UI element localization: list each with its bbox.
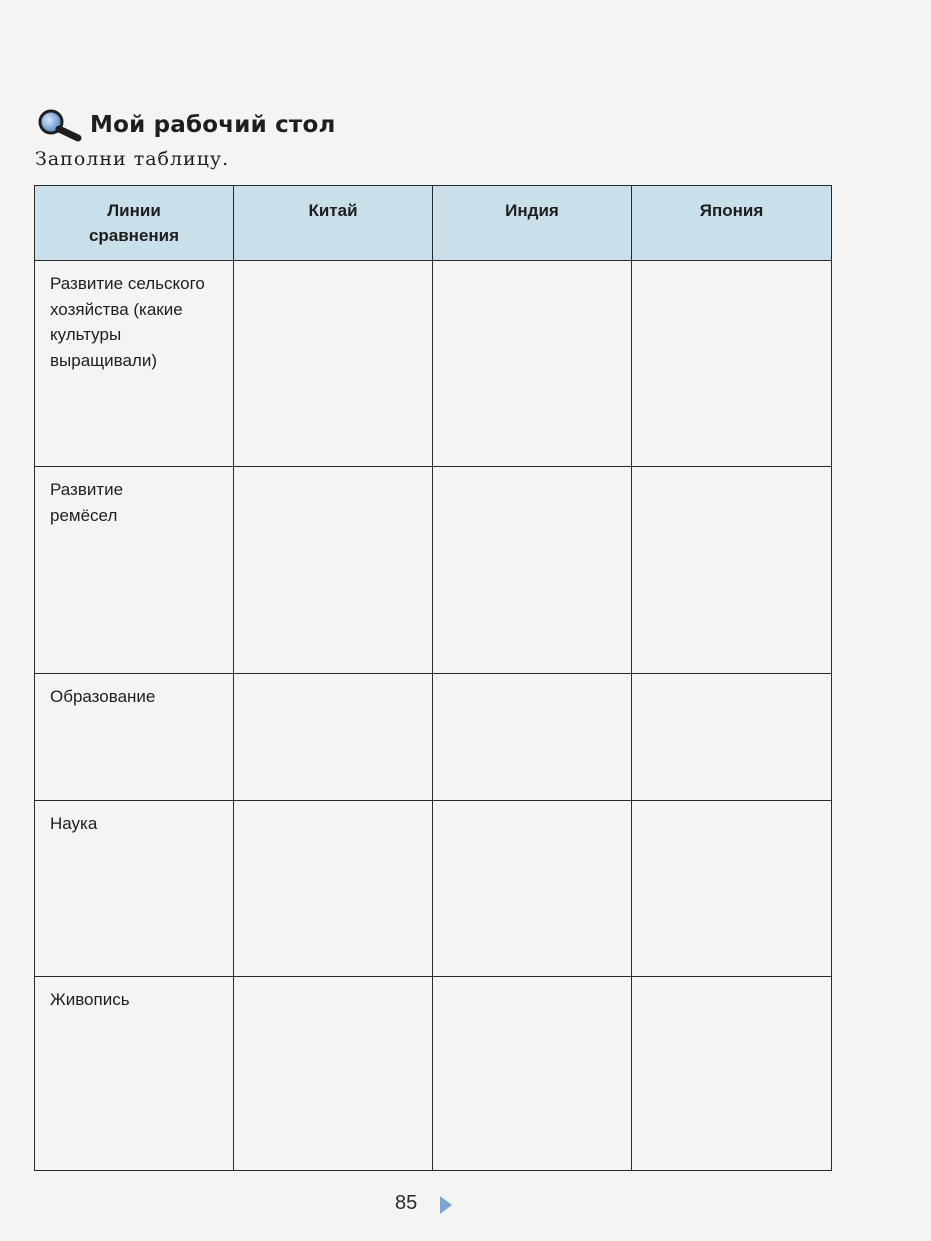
answer-cell-india[interactable] [433, 674, 632, 801]
answer-cell-japan[interactable] [632, 801, 832, 977]
table-row [35, 467, 832, 674]
answer-cell-china[interactable] [234, 801, 433, 977]
section-heading [36, 104, 336, 146]
instruction-text: Заполни таблицу. [35, 148, 230, 170]
answer-cell-china[interactable] [234, 261, 433, 467]
answer-cell-china[interactable] [234, 977, 433, 1171]
row-label-science: Наука [35, 801, 234, 977]
next-page-arrow-icon [440, 1196, 452, 1214]
answer-cell-china[interactable] [234, 467, 433, 674]
row-label-education: Образование [35, 674, 234, 801]
answer-cell-india[interactable] [433, 801, 632, 977]
column-header-china: Китай [234, 186, 433, 261]
page-number: 85 [395, 1192, 418, 1214]
magnifier-icon [36, 108, 82, 142]
row-label-painting: Живопись [35, 977, 234, 1171]
answer-cell-japan[interactable] [632, 674, 832, 801]
answer-cell-japan[interactable] [632, 467, 832, 674]
table-row [35, 801, 832, 977]
row-label-agriculture: Развитие сельского хозяйства (какие культуры выращивали) [35, 261, 234, 467]
answer-cell-india[interactable] [433, 261, 632, 467]
table-row [35, 977, 832, 1171]
column-header-japan: Япония [632, 186, 832, 261]
column-header-comparison: Линии сравнения [35, 186, 234, 261]
page-title: Мой рабочий стол [90, 112, 336, 138]
answer-cell-china[interactable] [234, 674, 433, 801]
table-row [35, 674, 832, 801]
comparison-table [34, 185, 832, 1171]
answer-cell-india[interactable] [433, 977, 632, 1171]
column-header-india: Индия [433, 186, 632, 261]
answer-cell-japan[interactable] [632, 261, 832, 467]
table-header-row [35, 186, 832, 261]
table-row [35, 261, 832, 467]
answer-cell-india[interactable] [433, 467, 632, 674]
row-label-crafts: Развитие ремёсел [35, 467, 234, 674]
answer-cell-japan[interactable] [632, 977, 832, 1171]
